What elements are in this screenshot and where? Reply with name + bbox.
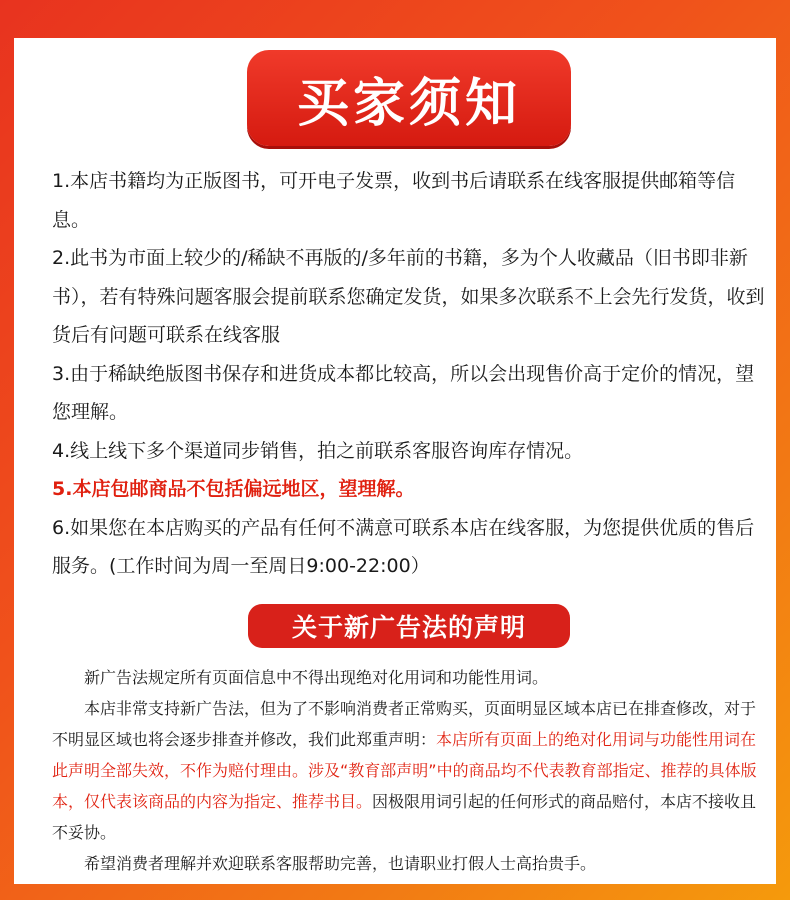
- notice-item-6: 6.如果您在本店购买的产品有任何不满意可联系本店在线客服，为您提供优质的售后服务。(工作时间为周一至周日9:00-22:00）: [52, 516, 755, 577]
- statement-red-text: 本店所有页面上的绝对化用词与功能性用词在此声明全部失效，不作为赔付理由。涉及“教育部声明”中的商品均不代表教育部指定、推荐的具体版本，仅代表该商品的内容为指定、推荐书目。: [52, 730, 757, 811]
- ad-law-title: 关于新广告法的声明: [291, 613, 526, 642]
- ad-law-statement: [52, 662, 766, 879]
- statement-tail-text: 因极限用词引起的任何形式的商品赔付，本店不接收且不妥协。: [52, 792, 757, 842]
- notice-item-2: 2.此书为市面上较少的/稀缺不再版的/多年前的书籍，多为个人收藏品（旧书即非新书），若有特殊问题客服会提前联系您确定发货，如果多次联系不上会先行发货，收到货后有问题可联系在线客服: [52, 247, 765, 346]
- statement-paragraph-3: 希望消费者理解并欢迎联系客服帮助完善，也请职业打假人士高抬贵手。: [84, 854, 597, 873]
- statement-paragraph-1: 新广告法规定所有页面信息中不得出现绝对化用词和功能性用词。: [84, 668, 549, 687]
- notice-item-4: 4.线上线下多个渠道同步销售，拍之前联系客服咨询库存情况。: [52, 439, 584, 462]
- notice-item-5-highlight: 5.本店包邮商品不包括偏远地区，望理解。: [52, 478, 415, 500]
- notice-card: [14, 38, 776, 884]
- notice-item-1: 1.本店书籍均为正版图书，可开电子发票，收到书后请联系在线客服提供邮箱等信息。: [52, 170, 736, 231]
- notice-list: [52, 162, 768, 586]
- buyer-notice-title: 买家须知: [296, 73, 521, 134]
- notice-item-3: 3.由于稀缺绝版图书保存和进货成本都比较高，所以会出现售价高于定价的情况，望您理解。: [52, 362, 755, 423]
- ad-law-header: [248, 604, 570, 648]
- statement-normal-text: 本店非常支持新广告法，但为了不影响消费者正常购买，页面明显区域本店已在排查修改，对于不明显区域也将会逐步排查并修改，我们此郑重声明：: [52, 699, 757, 749]
- statement-paragraph-2: [52, 693, 766, 848]
- buyer-notice-header: [247, 50, 571, 146]
